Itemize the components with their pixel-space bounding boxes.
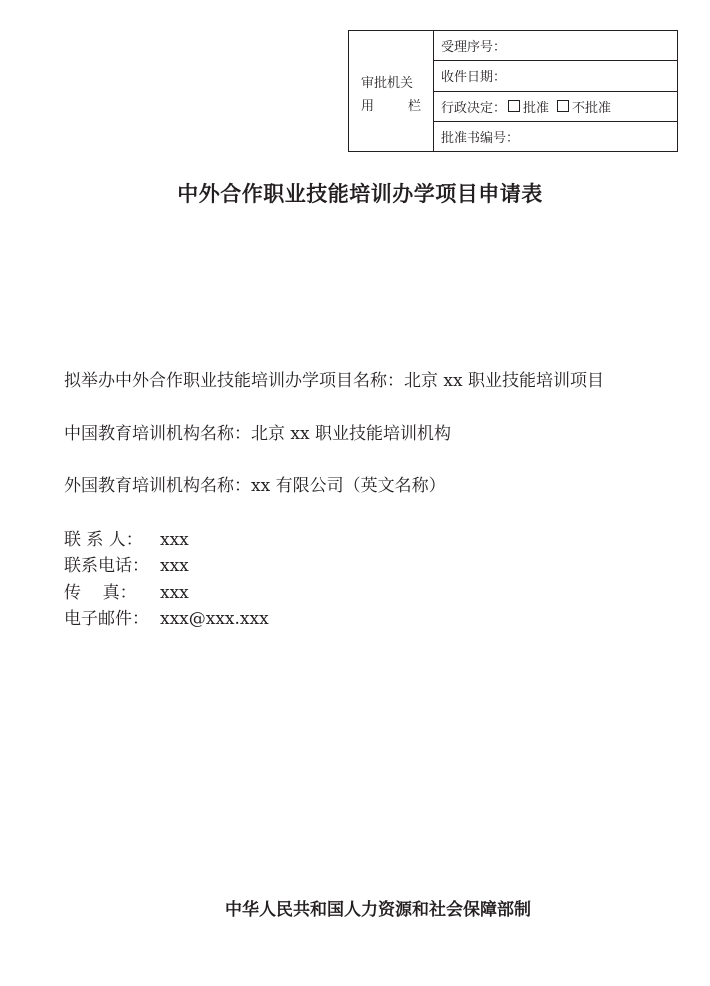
contact-person-label: 联 系 人： (64, 530, 143, 550)
approve-option-label: 批准 (523, 100, 550, 116)
acceptance-number-label: 受理序号： (441, 40, 507, 56)
approval-label-line1: 审批机关 (361, 76, 414, 91)
foreign-org-value: xx 有限公司（英文名称） (251, 476, 446, 496)
approve-checkbox[interactable] (508, 100, 520, 112)
contact-phone-value: xxx (160, 556, 189, 576)
foreign-org-label: 外国教育培训机构名称： (64, 476, 251, 496)
received-date-row (434, 61, 677, 91)
reject-option-label: 不批准 (572, 100, 612, 116)
approval-box-label (349, 31, 434, 151)
acceptance-number-row (434, 31, 677, 61)
contact-fax-field (64, 578, 189, 603)
reject-checkbox[interactable] (557, 100, 569, 112)
contact-phone-field (64, 551, 189, 576)
contact-person-value: xxx (160, 530, 189, 550)
approval-label-line2-b: 栏 (407, 99, 421, 114)
approval-label-line2 (361, 95, 421, 114)
project-name-field (64, 366, 604, 391)
contact-fax-value: xxx (160, 583, 189, 603)
contact-phone-label: 联系电话： (64, 556, 149, 576)
contact-fax-label: 传 真： (64, 583, 137, 603)
approval-box (348, 30, 678, 152)
project-name-label: 拟举办中外合作职业技能培训办学项目名称： (64, 371, 404, 391)
contact-email-label: 电子邮件： (64, 609, 149, 629)
admin-decision-row (434, 92, 677, 122)
contact-email-field (64, 604, 269, 629)
project-name-value: 北京 xx 职业技能培训项目 (404, 371, 604, 391)
approval-doc-number-row (434, 122, 677, 151)
admin-decision-label: 行政决定： (441, 100, 507, 116)
contact-email-value: xxx@xxx.xxx (160, 609, 269, 629)
issuing-authority: 中华人民共和国人力资源和社会保障部制 (225, 900, 531, 920)
contact-person-field (64, 525, 189, 550)
approval-doc-number-label: 批准书编号： (441, 130, 520, 146)
approval-label-line2-a: 用 (361, 99, 375, 114)
foreign-org-field (64, 471, 446, 496)
document-title: 中外合作职业技能培训办学项目申请表 (177, 182, 543, 206)
china-org-label: 中国教育培训机构名称： (64, 424, 251, 444)
china-org-value: 北京 xx 职业技能培训机构 (251, 424, 451, 444)
china-org-field (64, 419, 451, 444)
received-date-label: 收件日期： (441, 70, 507, 86)
approval-rows (434, 31, 677, 151)
